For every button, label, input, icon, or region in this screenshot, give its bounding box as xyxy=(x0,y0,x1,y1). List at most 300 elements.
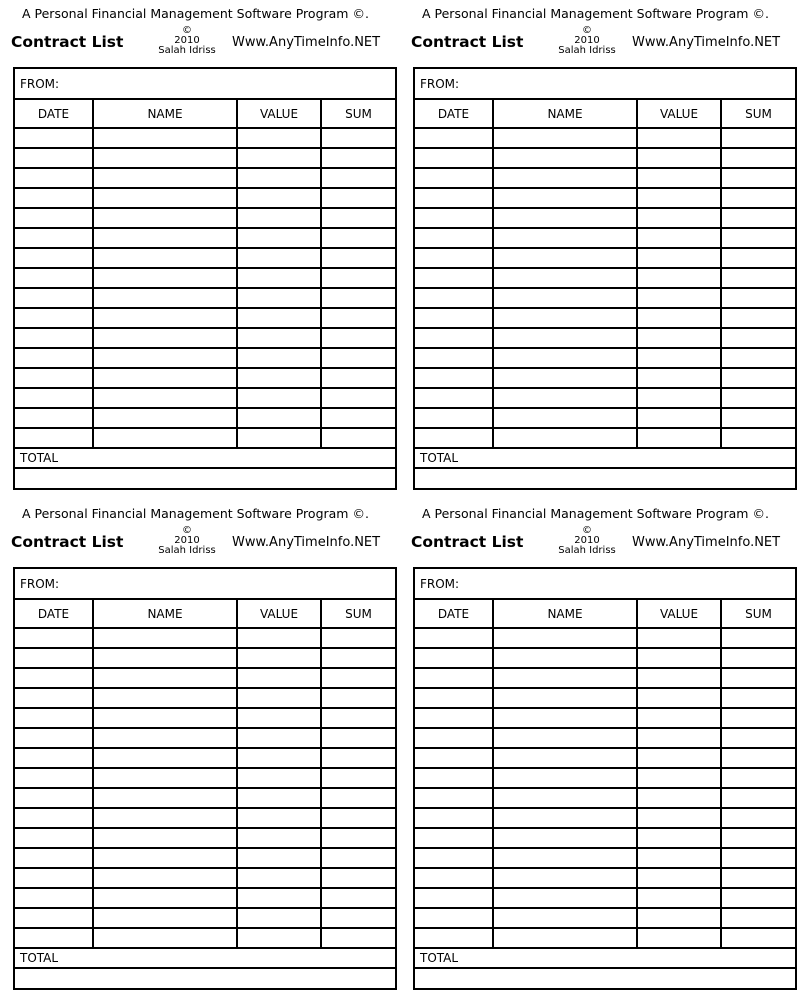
website-url: Www.AnyTimeInfo.NET xyxy=(632,35,781,50)
sum-cell[interactable] xyxy=(721,788,795,808)
date-cell[interactable] xyxy=(415,768,493,788)
name-cell[interactable] xyxy=(93,308,237,328)
date-cell[interactable] xyxy=(415,868,493,888)
name-cell[interactable] xyxy=(493,268,637,288)
entry-row xyxy=(15,848,395,868)
name-cell[interactable] xyxy=(493,848,637,868)
value-cell[interactable] xyxy=(637,328,721,348)
sum-cell[interactable] xyxy=(321,188,395,208)
value-cell[interactable] xyxy=(237,308,321,328)
name-cell[interactable] xyxy=(493,308,637,328)
sum-cell[interactable] xyxy=(321,228,395,248)
date-cell[interactable] xyxy=(415,708,493,728)
sum-cell[interactable] xyxy=(321,648,395,668)
name-cell[interactable] xyxy=(93,148,237,168)
date-cell[interactable] xyxy=(415,408,493,428)
name-cell[interactable] xyxy=(93,288,237,308)
sum-cell[interactable] xyxy=(721,888,795,908)
date-cell[interactable] xyxy=(15,408,93,428)
value-cell[interactable] xyxy=(637,668,721,688)
value-cell[interactable] xyxy=(637,728,721,748)
sum-cell[interactable] xyxy=(721,128,795,148)
date-cell[interactable] xyxy=(15,268,93,288)
name-cell[interactable] xyxy=(93,688,237,708)
value-cell[interactable] xyxy=(637,408,721,428)
date-cell[interactable] xyxy=(15,188,93,208)
sum-cell[interactable] xyxy=(321,408,395,428)
column-header-name: NAME xyxy=(93,99,237,128)
name-cell[interactable] xyxy=(93,788,237,808)
sum-cell[interactable] xyxy=(721,848,795,868)
from-field[interactable] xyxy=(15,69,395,99)
name-cell[interactable] xyxy=(493,908,637,928)
name-cell[interactable] xyxy=(93,708,237,728)
value-cell[interactable] xyxy=(237,928,321,948)
date-cell[interactable] xyxy=(415,648,493,668)
name-cell[interactable] xyxy=(493,728,637,748)
date-cell[interactable] xyxy=(415,808,493,828)
name-cell[interactable] xyxy=(493,248,637,268)
name-cell[interactable] xyxy=(493,668,637,688)
sum-cell[interactable] xyxy=(321,208,395,228)
date-cell[interactable] xyxy=(15,848,93,868)
value-cell[interactable] xyxy=(237,348,321,368)
value-cell[interactable] xyxy=(237,208,321,228)
sum-cell[interactable] xyxy=(721,328,795,348)
column-header-sum: SUM xyxy=(321,599,395,628)
name-cell[interactable] xyxy=(93,628,237,648)
date-cell[interactable] xyxy=(15,228,93,248)
value-cell[interactable] xyxy=(637,688,721,708)
sheet-header xyxy=(10,0,400,67)
name-cell[interactable] xyxy=(493,748,637,768)
name-cell[interactable] xyxy=(93,668,237,688)
column-header-row xyxy=(15,599,395,628)
sum-cell[interactable] xyxy=(721,368,795,388)
sum-cell[interactable] xyxy=(721,768,795,788)
sum-cell[interactable] xyxy=(321,288,395,308)
date-cell[interactable] xyxy=(15,628,93,648)
value-cell[interactable] xyxy=(637,188,721,208)
sum-cell[interactable] xyxy=(721,748,795,768)
from-label: FROM: xyxy=(20,76,60,91)
sum-cell[interactable] xyxy=(721,628,795,648)
date-cell[interactable] xyxy=(15,808,93,828)
name-cell[interactable] xyxy=(493,768,637,788)
date-cell[interactable] xyxy=(415,388,493,408)
document-title: Contract List xyxy=(411,533,524,551)
value-cell[interactable] xyxy=(237,388,321,408)
sum-cell[interactable] xyxy=(321,368,395,388)
date-cell[interactable] xyxy=(415,748,493,768)
name-cell[interactable] xyxy=(93,208,237,228)
sum-cell[interactable] xyxy=(321,308,395,328)
date-cell[interactable] xyxy=(415,248,493,268)
value-cell[interactable] xyxy=(637,428,721,448)
value-cell[interactable] xyxy=(237,648,321,668)
name-cell[interactable] xyxy=(93,428,237,448)
name-cell[interactable] xyxy=(493,348,637,368)
sum-cell[interactable] xyxy=(321,628,395,648)
sum-cell[interactable] xyxy=(321,328,395,348)
sum-cell[interactable] xyxy=(721,168,795,188)
program-tagline: A Personal Financial Management Software Program ©. xyxy=(22,6,369,21)
sum-cell[interactable] xyxy=(321,128,395,148)
value-cell[interactable] xyxy=(237,888,321,908)
name-cell[interactable] xyxy=(493,808,637,828)
author-name: Salah Idriss xyxy=(158,545,216,556)
total-value-field[interactable] xyxy=(15,468,395,488)
date-cell[interactable] xyxy=(415,308,493,328)
date-cell[interactable] xyxy=(15,388,93,408)
sum-cell[interactable] xyxy=(721,308,795,328)
name-cell[interactable] xyxy=(493,928,637,948)
entry-row xyxy=(415,368,795,388)
from-field[interactable] xyxy=(415,69,795,99)
date-cell[interactable] xyxy=(15,868,93,888)
value-cell[interactable] xyxy=(237,808,321,828)
date-cell[interactable] xyxy=(415,928,493,948)
name-cell[interactable] xyxy=(93,828,237,848)
date-cell[interactable] xyxy=(415,688,493,708)
name-cell[interactable] xyxy=(493,328,637,348)
name-cell[interactable] xyxy=(493,688,637,708)
value-cell[interactable] xyxy=(637,248,721,268)
date-cell[interactable] xyxy=(15,888,93,908)
name-cell[interactable] xyxy=(93,408,237,428)
value-cell[interactable] xyxy=(637,168,721,188)
value-cell[interactable] xyxy=(237,628,321,648)
date-cell[interactable] xyxy=(415,848,493,868)
date-cell[interactable] xyxy=(15,308,93,328)
date-cell[interactable] xyxy=(415,148,493,168)
name-cell[interactable] xyxy=(493,788,637,808)
date-cell[interactable] xyxy=(15,748,93,768)
date-cell[interactable] xyxy=(415,668,493,688)
date-cell[interactable] xyxy=(415,128,493,148)
date-cell[interactable] xyxy=(15,248,93,268)
sum-cell[interactable] xyxy=(721,268,795,288)
name-cell[interactable] xyxy=(93,328,237,348)
entry-row xyxy=(415,428,795,448)
value-cell[interactable] xyxy=(237,688,321,708)
date-cell[interactable] xyxy=(415,828,493,848)
value-cell[interactable] xyxy=(637,148,721,168)
date-cell[interactable] xyxy=(15,928,93,948)
sum-cell[interactable] xyxy=(321,148,395,168)
value-cell[interactable] xyxy=(637,888,721,908)
date-cell[interactable] xyxy=(15,648,93,668)
ledger-table xyxy=(15,69,395,488)
value-cell[interactable] xyxy=(637,628,721,648)
sum-cell[interactable] xyxy=(721,188,795,208)
value-cell[interactable] xyxy=(637,128,721,148)
date-cell[interactable] xyxy=(15,168,93,188)
value-cell[interactable] xyxy=(637,808,721,828)
date-cell[interactable] xyxy=(415,288,493,308)
date-cell[interactable] xyxy=(15,728,93,748)
sum-cell[interactable] xyxy=(721,728,795,748)
date-cell[interactable] xyxy=(415,348,493,368)
sum-cell[interactable] xyxy=(321,928,395,948)
name-cell[interactable] xyxy=(493,288,637,308)
value-cell[interactable] xyxy=(237,168,321,188)
date-cell[interactable] xyxy=(415,428,493,448)
name-cell[interactable] xyxy=(93,868,237,888)
sum-cell[interactable] xyxy=(321,428,395,448)
entry-row xyxy=(15,128,395,148)
name-cell[interactable] xyxy=(93,188,237,208)
value-cell[interactable] xyxy=(637,388,721,408)
sum-cell[interactable] xyxy=(721,928,795,948)
value-cell[interactable] xyxy=(637,768,721,788)
date-cell[interactable] xyxy=(15,908,93,928)
sum-cell[interactable] xyxy=(321,768,395,788)
date-cell[interactable] xyxy=(15,208,93,228)
date-cell[interactable] xyxy=(15,828,93,848)
entry-row xyxy=(15,408,395,428)
value-cell[interactable] xyxy=(237,428,321,448)
name-cell[interactable] xyxy=(93,388,237,408)
value-cell[interactable] xyxy=(237,328,321,348)
sum-cell[interactable] xyxy=(321,708,395,728)
sum-cell[interactable] xyxy=(721,428,795,448)
sum-cell[interactable] xyxy=(721,708,795,728)
sum-cell[interactable] xyxy=(321,348,395,368)
sum-cell[interactable] xyxy=(321,248,395,268)
value-cell[interactable] xyxy=(237,848,321,868)
total-value-field[interactable] xyxy=(15,968,395,988)
name-cell[interactable] xyxy=(93,768,237,788)
from-field[interactable] xyxy=(415,569,795,599)
name-cell[interactable] xyxy=(93,248,237,268)
date-cell[interactable] xyxy=(415,328,493,348)
sum-cell[interactable] xyxy=(321,748,395,768)
name-cell[interactable] xyxy=(493,388,637,408)
sum-cell[interactable] xyxy=(721,228,795,248)
name-cell[interactable] xyxy=(493,708,637,728)
column-header-value: VALUE xyxy=(237,99,321,128)
name-cell[interactable] xyxy=(493,228,637,248)
sum-cell[interactable] xyxy=(321,888,395,908)
name-cell[interactable] xyxy=(493,148,637,168)
value-cell[interactable] xyxy=(237,868,321,888)
sum-cell[interactable] xyxy=(721,808,795,828)
sum-cell[interactable] xyxy=(721,668,795,688)
sum-cell[interactable] xyxy=(321,688,395,708)
total-label: TOTAL xyxy=(415,448,795,468)
name-cell[interactable] xyxy=(493,168,637,188)
value-cell[interactable] xyxy=(237,828,321,848)
date-cell[interactable] xyxy=(15,328,93,348)
sum-cell[interactable] xyxy=(321,848,395,868)
sum-cell[interactable] xyxy=(721,248,795,268)
value-cell[interactable] xyxy=(237,788,321,808)
date-cell[interactable] xyxy=(415,368,493,388)
date-cell[interactable] xyxy=(415,908,493,928)
date-cell[interactable] xyxy=(415,228,493,248)
date-cell[interactable] xyxy=(415,728,493,748)
date-cell[interactable] xyxy=(415,888,493,908)
date-cell[interactable] xyxy=(415,628,493,648)
date-cell[interactable] xyxy=(15,668,93,688)
sum-cell[interactable] xyxy=(721,688,795,708)
value-cell[interactable] xyxy=(637,288,721,308)
name-cell[interactable] xyxy=(93,728,237,748)
value-cell[interactable] xyxy=(637,848,721,868)
value-cell[interactable] xyxy=(237,768,321,788)
name-cell[interactable] xyxy=(93,128,237,148)
value-cell[interactable] xyxy=(637,348,721,368)
sum-cell[interactable] xyxy=(721,828,795,848)
sum-cell[interactable] xyxy=(721,148,795,168)
total-value-field[interactable] xyxy=(415,968,795,988)
value-cell[interactable] xyxy=(637,308,721,328)
value-cell[interactable] xyxy=(637,228,721,248)
value-cell[interactable] xyxy=(237,148,321,168)
name-cell[interactable] xyxy=(93,368,237,388)
date-cell[interactable] xyxy=(415,188,493,208)
sum-cell[interactable] xyxy=(721,868,795,888)
name-cell[interactable] xyxy=(493,868,637,888)
name-cell[interactable] xyxy=(493,888,637,908)
sheet-header xyxy=(410,0,800,67)
value-cell[interactable] xyxy=(237,728,321,748)
name-cell[interactable] xyxy=(93,908,237,928)
column-header-date: DATE xyxy=(15,599,93,628)
sum-cell[interactable] xyxy=(321,388,395,408)
value-cell[interactable] xyxy=(237,128,321,148)
date-cell[interactable] xyxy=(415,788,493,808)
value-cell[interactable] xyxy=(237,228,321,248)
date-cell[interactable] xyxy=(15,768,93,788)
sum-cell[interactable] xyxy=(321,728,395,748)
name-cell[interactable] xyxy=(493,128,637,148)
date-cell[interactable] xyxy=(15,128,93,148)
value-cell[interactable] xyxy=(237,368,321,388)
total-label: TOTAL xyxy=(415,948,795,968)
date-cell[interactable] xyxy=(15,368,93,388)
value-cell[interactable] xyxy=(637,908,721,928)
date-cell[interactable] xyxy=(15,788,93,808)
value-cell[interactable] xyxy=(637,648,721,668)
value-cell[interactable] xyxy=(637,868,721,888)
sum-cell[interactable] xyxy=(721,348,795,368)
value-cell[interactable] xyxy=(637,208,721,228)
name-cell[interactable] xyxy=(93,648,237,668)
sum-cell[interactable] xyxy=(721,388,795,408)
sum-cell[interactable] xyxy=(721,908,795,928)
sum-cell[interactable] xyxy=(321,268,395,288)
name-cell[interactable] xyxy=(93,888,237,908)
sum-cell[interactable] xyxy=(321,868,395,888)
name-cell[interactable] xyxy=(93,168,237,188)
name-cell[interactable] xyxy=(493,208,637,228)
value-cell[interactable] xyxy=(637,368,721,388)
value-cell[interactable] xyxy=(237,668,321,688)
date-cell[interactable] xyxy=(415,168,493,188)
name-cell[interactable] xyxy=(493,408,637,428)
ledger-form xyxy=(13,67,397,490)
from-label: FROM: xyxy=(420,576,460,591)
name-cell[interactable] xyxy=(493,188,637,208)
name-cell[interactable] xyxy=(93,748,237,768)
sum-cell[interactable] xyxy=(321,828,395,848)
value-cell[interactable] xyxy=(237,408,321,428)
ledger-form xyxy=(413,67,797,490)
name-cell[interactable] xyxy=(493,828,637,848)
total-value-field[interactable] xyxy=(415,468,795,488)
value-cell[interactable] xyxy=(637,788,721,808)
name-cell[interactable] xyxy=(493,368,637,388)
entry-row xyxy=(415,168,795,188)
value-cell[interactable] xyxy=(237,708,321,728)
name-cell[interactable] xyxy=(93,348,237,368)
date-cell[interactable] xyxy=(15,708,93,728)
name-cell[interactable] xyxy=(493,628,637,648)
sum-cell[interactable] xyxy=(721,408,795,428)
sum-cell[interactable] xyxy=(321,908,395,928)
name-cell[interactable] xyxy=(93,268,237,288)
entry-row xyxy=(415,328,795,348)
date-cell[interactable] xyxy=(15,288,93,308)
name-cell[interactable] xyxy=(93,228,237,248)
name-cell[interactable] xyxy=(493,428,637,448)
sum-cell[interactable] xyxy=(321,668,395,688)
value-cell[interactable] xyxy=(637,708,721,728)
name-cell[interactable] xyxy=(93,808,237,828)
sum-cell[interactable] xyxy=(321,808,395,828)
sum-cell[interactable] xyxy=(721,208,795,228)
copyright-symbol: © xyxy=(182,525,192,536)
value-cell[interactable] xyxy=(637,268,721,288)
sum-cell[interactable] xyxy=(721,648,795,668)
value-cell[interactable] xyxy=(237,288,321,308)
entry-row xyxy=(415,868,795,888)
contract-list-sheet xyxy=(410,500,800,995)
total-value-row xyxy=(415,468,795,488)
date-cell[interactable] xyxy=(15,688,93,708)
sum-cell[interactable] xyxy=(721,288,795,308)
entry-row xyxy=(15,688,395,708)
value-cell[interactable] xyxy=(237,748,321,768)
column-header-name: NAME xyxy=(493,99,637,128)
value-cell[interactable] xyxy=(237,248,321,268)
name-cell[interactable] xyxy=(93,928,237,948)
ledger-table xyxy=(415,569,795,988)
date-cell[interactable] xyxy=(415,208,493,228)
sum-cell[interactable] xyxy=(321,168,395,188)
website-url: Www.AnyTimeInfo.NET xyxy=(232,535,381,550)
sum-cell[interactable] xyxy=(321,788,395,808)
value-cell[interactable] xyxy=(237,268,321,288)
value-cell[interactable] xyxy=(237,188,321,208)
date-cell[interactable] xyxy=(15,348,93,368)
from-row xyxy=(15,569,395,599)
value-cell[interactable] xyxy=(637,748,721,768)
name-cell[interactable] xyxy=(93,848,237,868)
total-value-row xyxy=(15,468,395,488)
from-field[interactable] xyxy=(15,569,395,599)
name-cell[interactable] xyxy=(493,648,637,668)
date-cell[interactable] xyxy=(415,268,493,288)
value-cell[interactable] xyxy=(237,908,321,928)
column-header-sum: SUM xyxy=(721,99,795,128)
date-cell[interactable] xyxy=(15,428,93,448)
value-cell[interactable] xyxy=(637,828,721,848)
value-cell[interactable] xyxy=(637,928,721,948)
date-cell[interactable] xyxy=(15,148,93,168)
